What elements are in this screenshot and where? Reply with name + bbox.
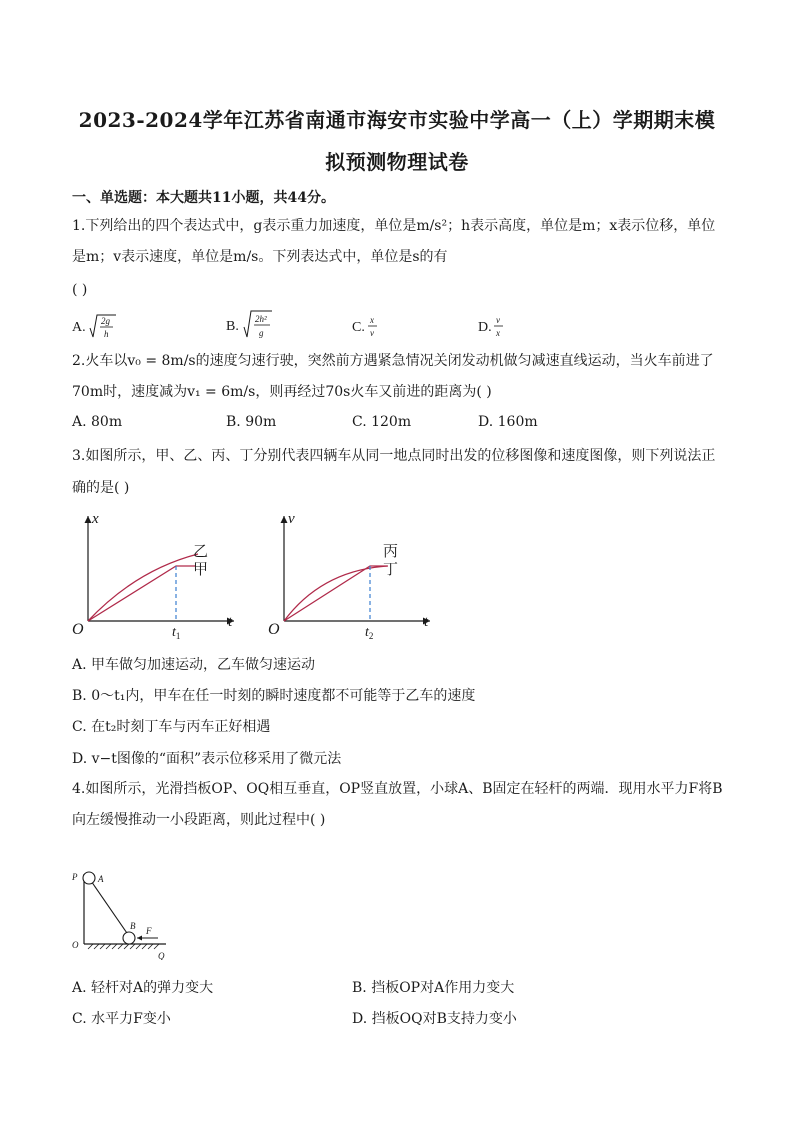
q3-graph2-tick-sub: 2 <box>368 631 374 641</box>
svg-text:t2 <box>365 625 373 641</box>
q1-option-a <box>72 310 132 346</box>
q4-option-d: D. 挡板OQ对B支持力变小 <box>352 1011 517 1027</box>
q4-text-line1: 4.如图所示，光滑挡板OP、OQ相互垂直，OP竖直放置，小球A、B固定在轻杆的两端．现用水平力F将B <box>72 781 723 797</box>
q3-graph1-tick-sub: 1 <box>175 631 181 641</box>
q1-option-a-label: A. <box>72 320 86 335</box>
q3-option-c: C. 在t₂时刻丁车与丙车正好相遇 <box>72 719 271 735</box>
q1-option-a-den: h <box>104 329 109 339</box>
q4-label-b: B <box>130 921 136 931</box>
q4-rod <box>89 878 129 936</box>
q4-label-q: Q <box>158 951 165 960</box>
q4-option-b: B. 挡板OP对A作用力变大 <box>352 980 515 996</box>
q4-ball-a <box>83 872 95 884</box>
q1-option-d-label: D. <box>478 320 492 335</box>
q1-text-line1: 1.下列给出的四个表达式中，g表示重力加速度，单位是m/s²；h表示高度，单位是m；x表示位移，单位 <box>72 218 716 234</box>
q4-text-line2: 向左缓慢推动一小段距离，则此过程中( ) <box>72 812 326 828</box>
q3-graph1-curve-jia <box>88 566 196 621</box>
q4-ball-b <box>123 932 135 944</box>
q1-option-d-num: v <box>496 315 500 325</box>
q3-graph2-curve-ding <box>284 566 387 621</box>
q4-label-o: O <box>72 940 79 950</box>
q3-option-d: D. v−t图像的“面积”表示位移采用了微元法 <box>72 751 342 767</box>
q3-graph1-line-label: 甲 <box>193 562 209 578</box>
q3-xt-graph <box>66 506 246 644</box>
q3-option-a: A. 甲车做匀加速运动，乙车做匀速运动 <box>72 657 316 673</box>
q4-label-p: P <box>72 872 78 882</box>
q4-option-a: A. 轻杆对A的弹力变大 <box>72 980 214 996</box>
q2-option-d: D. 160m <box>478 414 538 430</box>
q1-option-c-num: x <box>370 315 374 325</box>
q1-option-a-num: 2g <box>101 316 110 326</box>
q1-option-d-den: x <box>496 328 500 338</box>
q3-text-line2: 确的是( ) <box>72 480 130 496</box>
q3-text-line1: 3.如图所示，甲、乙、丙、丁分别代表四辆车从同一地点同时出发的位移图像和速度图像，则下列说法正 <box>72 448 716 464</box>
q4-label-f: F <box>146 926 152 936</box>
q2-option-a: A. 80m <box>72 414 123 430</box>
q3-graph1-tick: t <box>172 625 176 640</box>
q1-text-line2: 是m；v表示速度，单位是m/s。下列表达式中，单位是s的有 <box>72 249 448 265</box>
q3-vt-graph <box>262 506 442 644</box>
q3-graph2-line-label: 丁 <box>383 562 399 578</box>
exam-title-line1: 2023-2024学年江苏省南通市海安市实验中学高一（上）学期期末模 <box>78 108 716 132</box>
q3-graph2-origin: O <box>268 621 280 638</box>
q3-graph1-curve-label: 乙 <box>193 544 209 560</box>
q2-text-line2: 70m时，速度减为v₁ = 6m/s，则再经过70s火车又前进的距离为( ) <box>72 384 492 400</box>
q1-option-c-label: C. <box>352 320 365 335</box>
q1-text-line3: ( ) <box>72 282 88 298</box>
q3-graph2-y-label: v <box>288 511 295 527</box>
q3-graph1-origin: O <box>72 621 84 638</box>
q3-graph1-x-label: t <box>228 614 233 630</box>
svg-text:t1 <box>172 625 180 641</box>
q4-label-a: A <box>98 874 104 884</box>
q2-option-b: B. 90m <box>226 414 277 430</box>
q1-option-b-den: g <box>259 328 264 338</box>
q3-graph2-tick: t <box>365 625 369 640</box>
q3-graph2-x-label: t <box>424 614 429 630</box>
q4-figure <box>68 868 178 960</box>
q1-option-c <box>352 310 392 346</box>
q1-option-b <box>226 306 286 346</box>
q3-option-b: B. 0～t₁内，甲车在任一时刻的瞬时速度都不可能等于乙车的速度 <box>72 688 476 704</box>
section-heading: 一、单选题：本大题共11小题，共44分。 <box>72 190 335 206</box>
q3-graph2-curve-bing <box>284 566 388 621</box>
q4-option-c: C. 水平力F变小 <box>72 1011 171 1027</box>
q2-text-line1: 2.火车以v₀ = 8m/s的速度匀速行驶，突然前方遇紧急情况关闭发动机做匀减速直线运动，当火车前进了 <box>72 353 714 369</box>
q1-option-c-den: v <box>370 328 374 338</box>
q1-option-b-num: 2h² <box>255 314 267 324</box>
exam-title-line2: 拟预测物理试卷 <box>325 150 469 174</box>
q3-graph1-y-label: x <box>92 511 99 527</box>
q3-graph2-curve-label: 丙 <box>383 544 399 560</box>
q1-option-b-label: B. <box>226 319 239 334</box>
q2-option-c: C. 120m <box>352 414 412 430</box>
q1-option-d <box>478 310 518 346</box>
